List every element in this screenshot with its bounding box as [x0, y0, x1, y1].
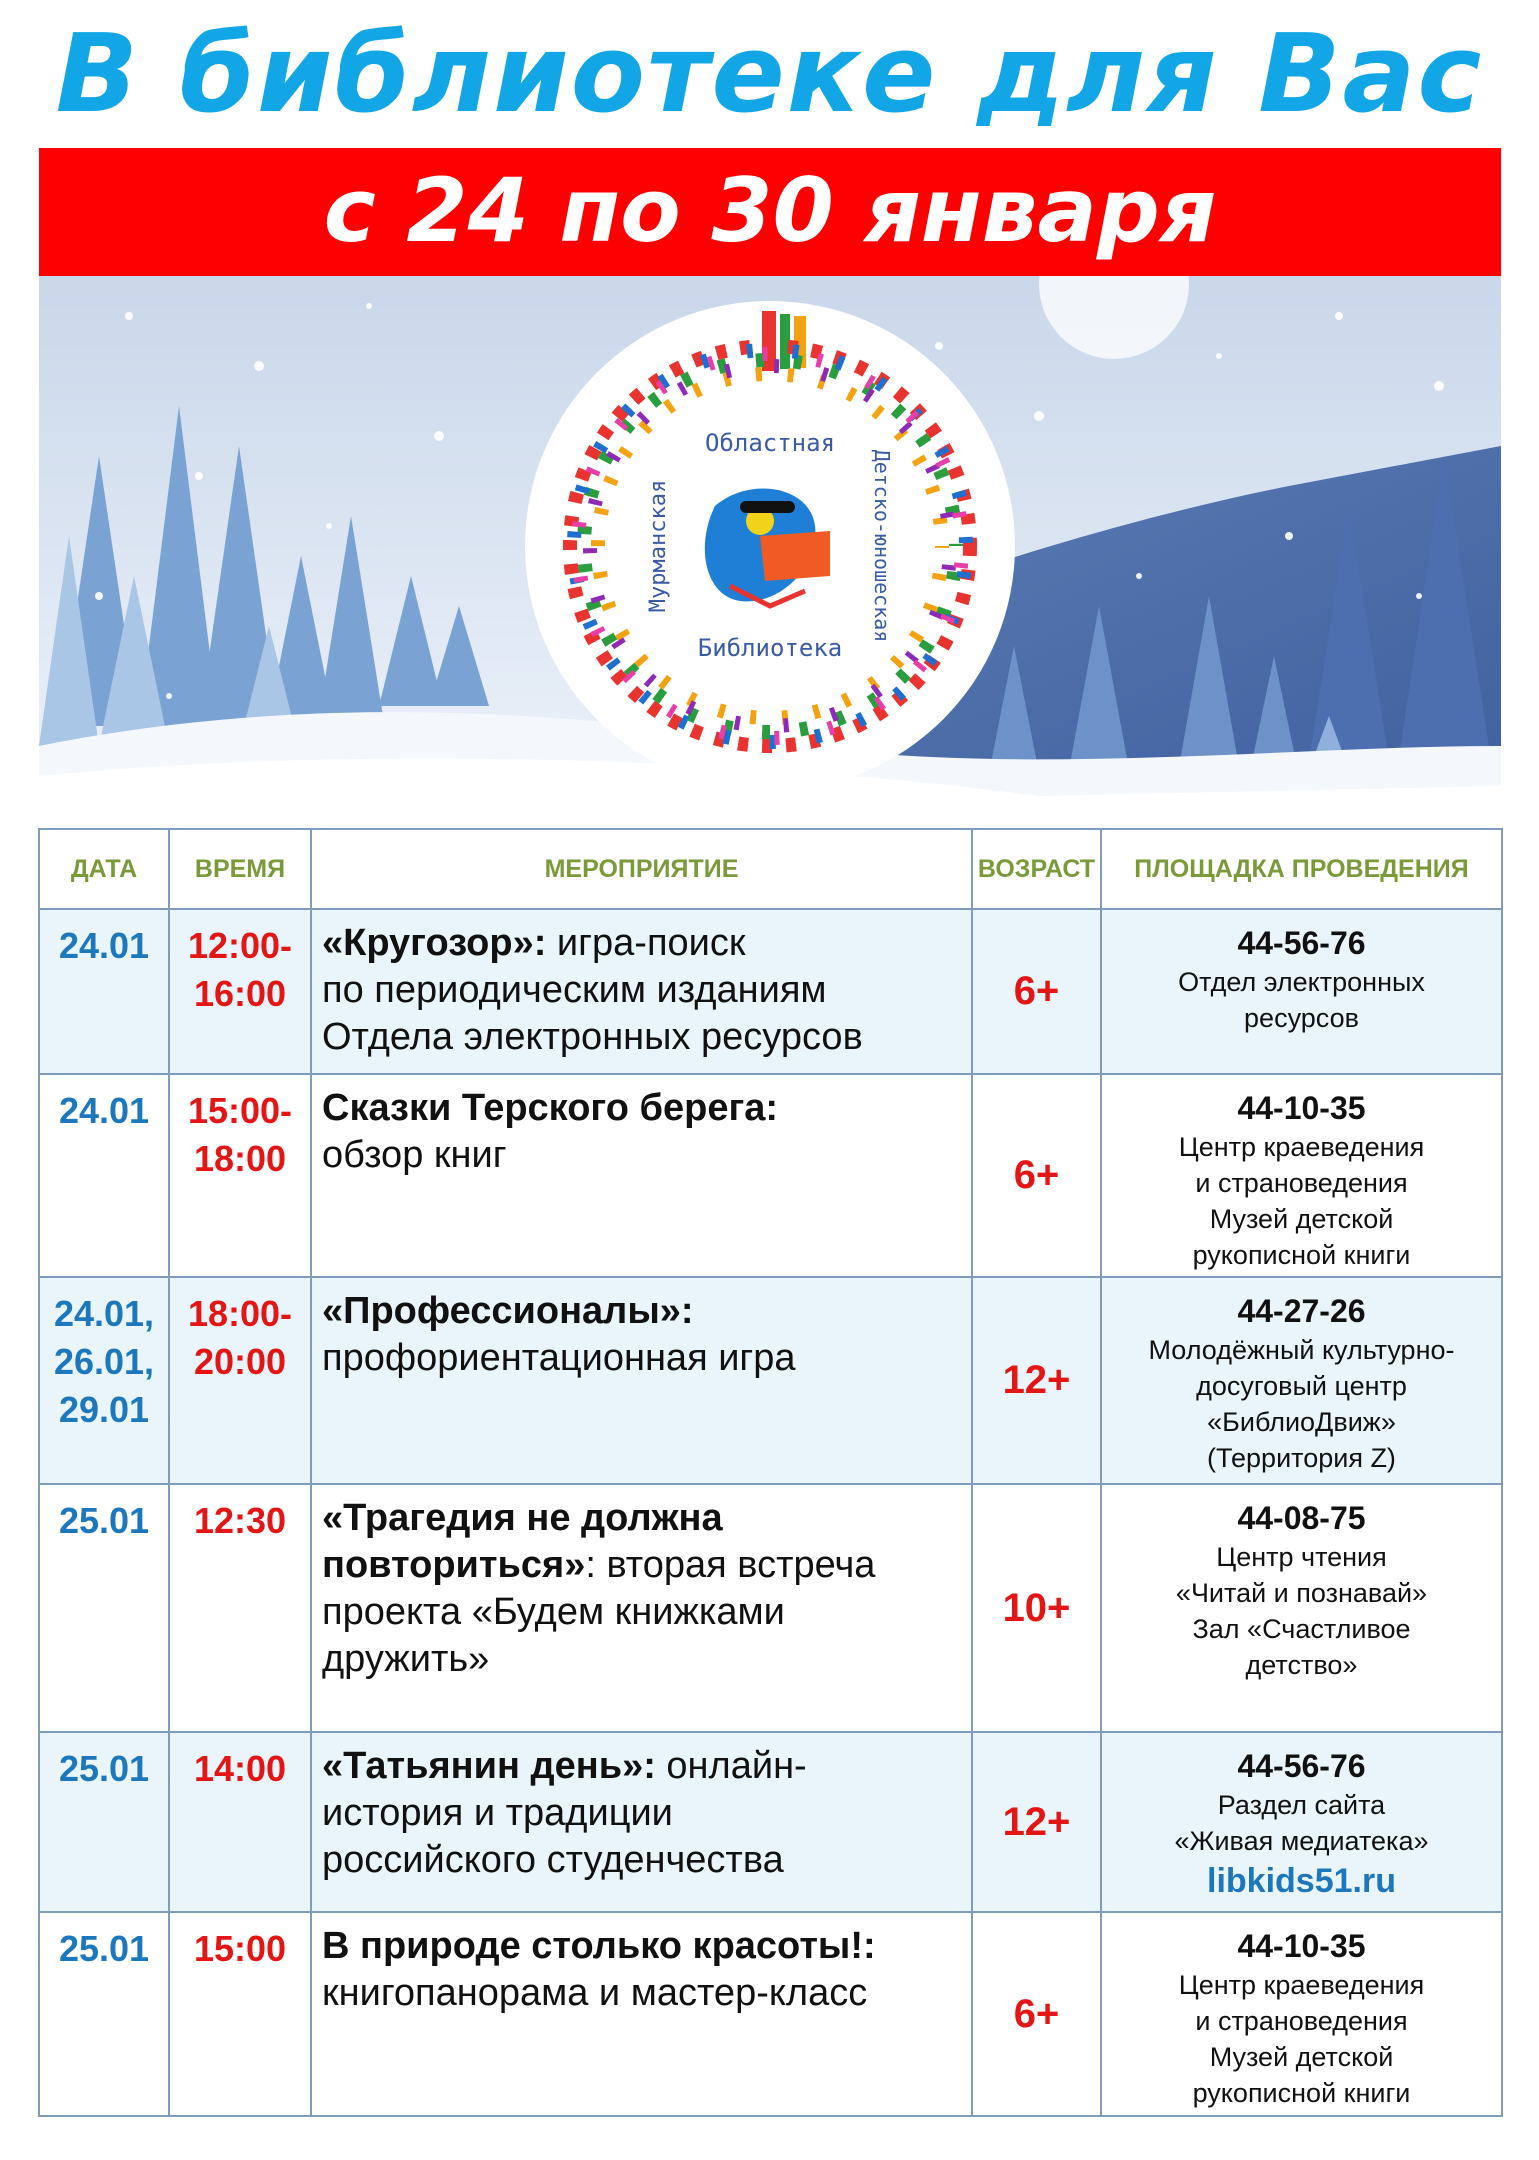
event-description: книгопанорама и мастер-класс [322, 1972, 868, 2014]
event-description-cell [311, 1912, 972, 2116]
event-time: 12:30 [193, 1500, 287, 1541]
event-name: повториться» [322, 1544, 586, 1586]
event-name: «Кругозор»: [322, 922, 547, 964]
event-description: Отдела электронных ресурсов [322, 1016, 863, 1058]
venue-phone: 44-56-76 [1237, 925, 1366, 961]
venue-line: Молодёжный культурно- [1148, 1335, 1455, 1365]
event-name: «Татьянин день»: [322, 1745, 656, 1787]
event-time-cell [169, 909, 311, 1074]
venue-line: досуговый центр [1196, 1371, 1407, 1401]
winter-scene-illustration [39, 276, 1501, 824]
table-row [39, 1277, 1502, 1484]
venue-line: и страноведения [1195, 1168, 1408, 1198]
event-date: 25.01 [58, 1748, 150, 1789]
event-time: 12:00- [187, 925, 293, 966]
venue-line: «Живая медиатека» [1174, 1826, 1429, 1856]
logo-text-left: Мурманская [646, 479, 671, 613]
venue-line: ресурсов [1244, 1003, 1359, 1033]
venue-cell [1101, 1484, 1502, 1732]
event-description-cell [311, 1484, 972, 1732]
venue-phone: 44-56-76 [1237, 1748, 1366, 1784]
event-time-cell [169, 1732, 311, 1912]
venue-line: Центр краеведения [1178, 1970, 1425, 2000]
venue-line: «Читай и познавай» [1175, 1578, 1428, 1608]
event-date: 24.01, [53, 1293, 155, 1334]
event-name: «Профессионалы»: [322, 1290, 694, 1332]
event-time: 20:00 [193, 1341, 287, 1382]
table-header-row [39, 829, 1502, 909]
event-description: обзор книг [322, 1134, 507, 1176]
column-header-date: ДАТА [39, 829, 169, 909]
logo-text-bottom: Библиотека [697, 634, 843, 662]
event-description: дружить» [322, 1638, 490, 1680]
event-time: 18:00 [193, 1138, 287, 1179]
event-description: история и традиции [322, 1792, 673, 1834]
logo-text-top: Областная [704, 429, 836, 457]
venue-line: Зал «Счастливое [1192, 1614, 1411, 1644]
column-header-age: ВОЗРАСТ [972, 829, 1101, 909]
events-schedule-table [38, 828, 1503, 2117]
venue-cell [1101, 1732, 1502, 1912]
age-rating: 12+ [972, 1732, 1101, 1912]
library-logo [525, 301, 1015, 791]
event-date: 24.01 [58, 925, 150, 966]
venue-phone: 44-10-35 [1237, 1090, 1366, 1126]
date-range-banner: с 24 по 30 января [39, 148, 1501, 276]
table-row [39, 909, 1502, 1074]
event-date: 25.01 [58, 1928, 150, 1969]
age-rating: 10+ [972, 1484, 1101, 1732]
event-description-cell [311, 1732, 972, 1912]
event-description: онлайн- [655, 1745, 807, 1787]
table-row [39, 1484, 1502, 1732]
event-time: 16:00 [193, 973, 287, 1014]
venue-line: (Территория Z) [1207, 1443, 1396, 1473]
event-time-cell [169, 1074, 311, 1277]
event-name: Сказки Терского берега: [322, 1087, 779, 1129]
column-header-venue: ПЛОЩАДКА ПРОВЕДЕНИЯ [1101, 829, 1502, 909]
event-time: 18:00- [187, 1293, 293, 1334]
page-title: В библиотеке для Вас [55, 12, 1484, 137]
venue-cell [1101, 1074, 1502, 1277]
table-row [39, 1732, 1502, 1912]
event-name: «Трагедия не должна [322, 1497, 723, 1539]
event-date-cell [39, 1912, 169, 2116]
age-rating: 6+ [972, 1074, 1101, 1277]
venue-line: рукописной книги [1192, 2078, 1411, 2108]
venue-phone: 44-08-75 [1237, 1500, 1366, 1536]
logo-text-right: Детско-юношеская [870, 449, 894, 643]
event-description-cell [311, 909, 972, 1074]
event-date: 26.01, [53, 1341, 155, 1382]
event-description: проекта «Будем книжками [322, 1591, 785, 1633]
event-time: 15:00 [193, 1928, 287, 1969]
event-date: 29.01 [58, 1389, 150, 1430]
venue-line: Центр краеведения [1178, 1132, 1425, 1162]
venue-website: libkids51.ru [1207, 1862, 1396, 1900]
venue-line: детство» [1245, 1650, 1358, 1680]
venue-line: Музей детской [1209, 1204, 1394, 1234]
event-name: В природе столько красоты!: [322, 1925, 876, 1967]
venue-line: рукописной книги [1192, 1240, 1411, 1270]
event-description-cell [311, 1277, 972, 1484]
age-rating: 12+ [972, 1277, 1101, 1484]
event-description: по периодическим изданиям [322, 969, 827, 1011]
event-date: 25.01 [58, 1500, 150, 1541]
venue-phone: 44-10-35 [1237, 1928, 1366, 1964]
table-row [39, 1074, 1502, 1277]
venue-line: «БиблиоДвиж» [1207, 1407, 1396, 1437]
venue-cell [1101, 909, 1502, 1074]
event-time: 15:00- [187, 1090, 293, 1131]
venue-cell [1101, 1277, 1502, 1484]
venue-line: Раздел сайта [1217, 1790, 1386, 1820]
event-date-cell [39, 909, 169, 1074]
event-description-cell [311, 1074, 972, 1277]
venue-phone: 44-27-26 [1237, 1293, 1366, 1329]
event-time: 14:00 [193, 1748, 287, 1789]
event-description: игра-поиск [546, 922, 746, 964]
venue-cell [1101, 1912, 1502, 2116]
event-date-cell [39, 1074, 169, 1277]
event-date-cell [39, 1484, 169, 1732]
venue-line: Музей детской [1209, 2042, 1394, 2072]
event-description: российского студенчества [322, 1839, 784, 1881]
venue-line: и страноведения [1195, 2006, 1408, 2036]
age-rating: 6+ [972, 909, 1101, 1074]
event-date: 24.01 [58, 1090, 150, 1131]
venue-line: Центр чтения [1216, 1542, 1387, 1572]
event-time-cell [169, 1912, 311, 2116]
column-header-event: МЕРОПРИЯТИЕ [311, 829, 972, 909]
event-time-cell [169, 1484, 311, 1732]
column-header-time: ВРЕМЯ [169, 829, 311, 909]
venue-line: Отдел электронных [1178, 967, 1425, 997]
age-rating: 6+ [972, 1912, 1101, 2116]
event-date-cell [39, 1277, 169, 1484]
table-row [39, 1912, 1502, 2116]
event-time-cell [169, 1277, 311, 1484]
event-date-cell [39, 1732, 169, 1912]
event-description: профориентационная игра [322, 1337, 796, 1379]
event-description: : вторая встреча [585, 1544, 876, 1586]
